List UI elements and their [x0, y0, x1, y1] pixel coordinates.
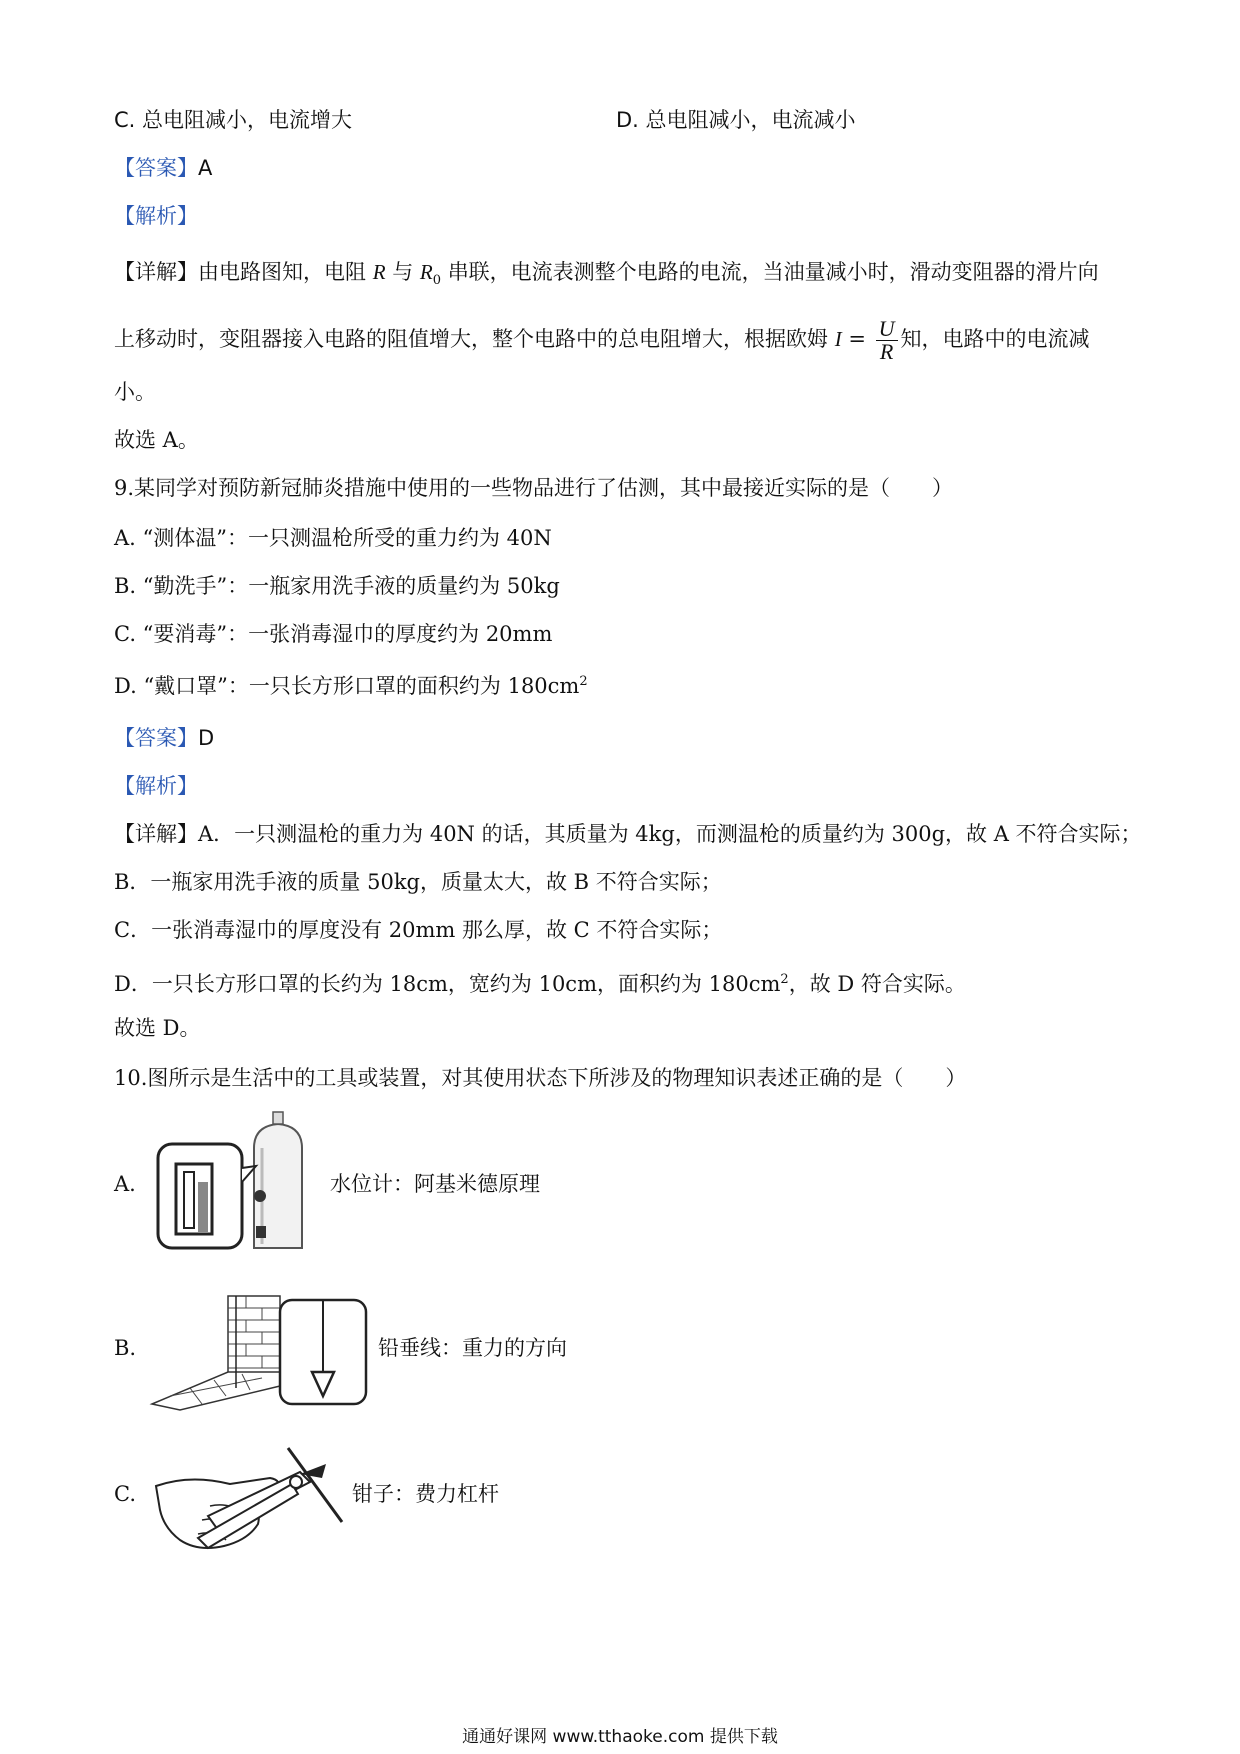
detail-label: 【详解】 [114, 822, 198, 846]
resistor-R: R [372, 260, 386, 284]
option-text: D. “戴口罩”：一只长方形口罩的面积约为 180cm [114, 674, 580, 698]
q9-answer [114, 724, 214, 752]
formula-I: I [834, 327, 842, 351]
answer-value: D [198, 726, 215, 750]
q9-detail-c: C．一张消毒湿巾的厚度没有 20mm 那么厚，故 C 不符合实际； [114, 918, 723, 942]
fraction-denominator: R [879, 339, 894, 364]
q9-detail-b: B．一瓶家用洗手液的质量 50kg，质量太大，故 B 不符合实际； [114, 870, 722, 894]
superscript: 2 [780, 972, 789, 987]
detail-text: 与 [392, 260, 414, 284]
q10-option-c-text: 钳子：费力杠杆 [352, 1482, 499, 1506]
q10-option-a-text: 水位计：阿基米德原理 [330, 1172, 540, 1196]
q8-detail-line-2 [114, 318, 1090, 363]
q9-detail-a [114, 820, 1142, 848]
q10-stem: 10.图所示是生活中的工具或装置，对其使用状态下所涉及的物理知识表述正确的是（ ） [114, 1066, 967, 1090]
q8-answer [114, 154, 212, 182]
q8-detail-line-3: 小。 [114, 380, 156, 404]
formula-equals: = [841, 327, 873, 351]
fraction-numerator: U [876, 318, 898, 341]
q9-option-b: B. “勤洗手”：一瓶家用洗手液的质量约为 50kg [114, 574, 560, 598]
q10-option-b-letter: B. [114, 1336, 137, 1360]
q9-stem: 9.某同学对预防新冠肺炎措施中使用的一些物品进行了估测，其中最接近实际的是（ ） [114, 476, 954, 500]
q8-analysis-label: 【解析】 [114, 204, 198, 228]
q9-option-a: A. “测体温”：一只测温枪所受的重力约为 40N [114, 526, 552, 550]
q9-conclusion: 故选 D。 [114, 1016, 201, 1040]
detail-text: ，故 D 符合实际。 [788, 972, 966, 996]
page-footer: 通通好课网 www.tthaoke.com 提供下载 [462, 1727, 778, 1747]
q10-option-c-letter: C. [114, 1482, 136, 1506]
subscript: 0 [432, 273, 441, 289]
detail-text: 串联，电流表测整个电路的电流，当油量减小时，滑动变阻器的滑片向 [447, 260, 1099, 284]
answer-value: A [198, 156, 213, 180]
superscript: 2 [579, 674, 588, 689]
q9-analysis-label: 【解析】 [114, 774, 198, 798]
q9-option-c: C. “要消毒”：一张消毒湿巾的厚度约为 20mm [114, 622, 553, 646]
detail-label: 【详解】 [114, 260, 198, 284]
answer-label: 【答案】 [114, 156, 198, 180]
q8-detail-line-1 [114, 258, 1099, 295]
detail-text: A．一只测温枪的重力为 40N 的话，其质量为 4kg，而测温枪的质量约为 300g，故 A 不符合实际； [198, 822, 1142, 846]
detail-text: 上移动时，变阻器接入电路的阻值增大，整个电路中的总电阻增大，根据欧姆 [114, 327, 828, 351]
prev-option-c: C. 总电阻减小，电流增大 [114, 108, 353, 132]
pliers-figure [150, 1444, 350, 1554]
q9-option-d [114, 668, 588, 700]
q10-option-b-text: 铅垂线：重力的方向 [378, 1336, 567, 1360]
detail-text: 知，电路中的电流减 [900, 327, 1090, 351]
detail-text: D．一只长方形口罩的长约为 18cm，宽约为 10cm，面积约为 180cm [114, 972, 781, 996]
answer-label: 【答案】 [114, 726, 198, 750]
water-level-gauge-figure [156, 1108, 316, 1258]
plumb-line-figure [150, 1292, 370, 1410]
q10-option-a-letter: A. [114, 1172, 136, 1196]
q8-conclusion: 故选 A。 [114, 428, 199, 452]
resistor-R0: R [419, 260, 433, 284]
ohm-fraction [876, 318, 898, 363]
q9-detail-d [114, 966, 966, 998]
prev-option-d: D. 总电阻减小，电流减小 [616, 108, 856, 132]
detail-text: 由电路图知，电阻 [198, 260, 366, 284]
